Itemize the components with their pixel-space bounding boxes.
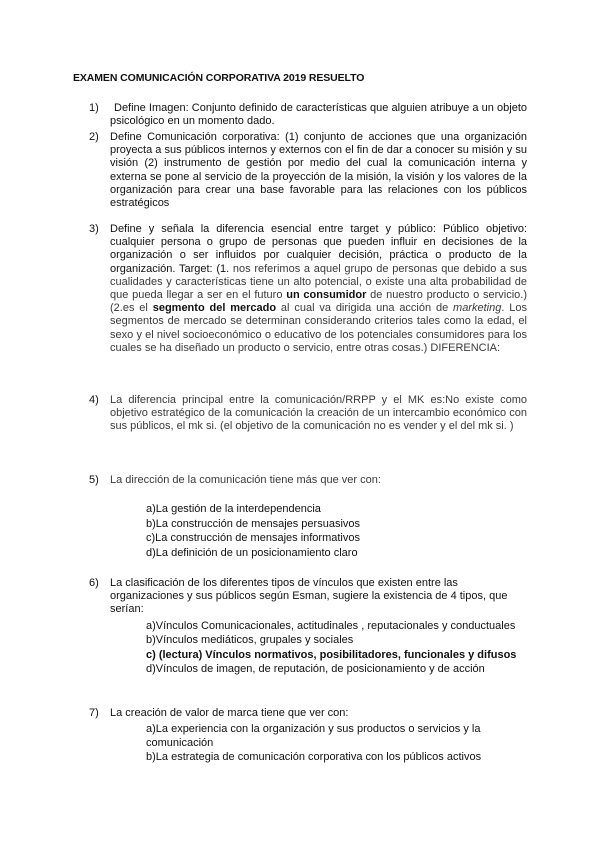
question-3-italic-marketing: marketing	[453, 302, 502, 315]
question-5-option-d: d)La definición de un posicionamiento claro	[146, 547, 358, 559]
question-6-option-b: b)Vínculos mediáticos, grupales y sociales	[146, 634, 354, 646]
question-number: 6)	[89, 577, 99, 589]
question-5-text: La dirección de la comunicación tiene más que ver con:	[110, 474, 381, 486]
question-6-text: La clasificación de los diferentes tipos de vínculos que existen entre las organizaciones y sus públicos según Esman, sugiere la existencia de 4 tipos, que serían:	[110, 577, 508, 616]
question-7-option-b: b)La estrategia de comunicación corporativa con los públicos activos	[146, 751, 482, 763]
question-6-option-c: c) (lectura) Vínculos normativos, posibilitadores, funcionales y difusos	[146, 649, 517, 661]
question-5-option-a: a)La gestión de la interdependencia	[146, 503, 321, 515]
question-6-option-d: d)Vínculos de imagen, de reputación, de posicionamiento y de acción	[146, 663, 485, 675]
question-number: 7)	[89, 707, 99, 719]
question-3-bold-consumer: un consumidor	[286, 289, 367, 302]
question-7-text: La creación de valor de marca tiene que ver con:	[110, 707, 349, 719]
question-number: 3)	[89, 223, 99, 235]
question-3-bold-segment: segmento del mercado	[152, 302, 277, 315]
question-7-option-a: a)La experiencia con la organización y sus productos o servicios y la comunicación	[146, 723, 481, 749]
question-number: 4)	[89, 394, 99, 406]
question-2-text: Define Comunicación corporativa: (1) conjunto de acciones que una organización proyecta a sus públicos internos y externos con el fin de dar a conocer su misión y su visión (2) instrumento de gestión por medio del cual la comunicación interna y externa se pone al servicio de la proyección de la misión, la visión y los valores de la organización para crear una base favorable para las relaciones con los públicos estratégicos	[110, 131, 527, 210]
question-5-option-c: c)La construcción de mensajes informativos	[146, 532, 360, 544]
question-3-part4: al cual va dirigida una acción de	[276, 302, 454, 315]
question-number: 1)	[89, 102, 99, 114]
question-3-text	[110, 223, 527, 355]
question-number: 5)	[89, 474, 99, 486]
question-3-part2: nos referimos a aquel grupo de personas que debido a sus cualidades y características tiene un alto potencial, o existe una alta probabilidad de que pueda llegar a ser en el futuro	[110, 262, 528, 302]
question-3-part5: . Los segmentos de mercado se determinan considerando criterios tales como la edad, el sexo y el nivel socioeconómico o educativo de los potenciales consumidores para los cuales se ha diseñado un producto o servicio, entre otras cosas.) DIFERENCIA:	[110, 302, 527, 354]
question-number: 2)	[89, 131, 99, 143]
question-3-part3: de nuestro producto o servicio.) (2.es el	[110, 289, 528, 315]
question-5-option-b: b)La construcción de mensajes persuasivos	[146, 518, 361, 530]
question-3-part1: Define y señala la diferencia esencial entre target y público: Público objetivo: cualquier persona o grupo de personas que pueden influir en decisiones de la organización o ser influidos por cualquier decisión, práctica o producto de la organización. Target: (1.	[110, 223, 527, 275]
question-6-option-a: a)Vínculos Comunicacionales, actitudinales , reputacionales y conductuales	[146, 620, 516, 632]
document-title: EXAMEN COMUNICACIÓN CORPORATIVA 2019 RESUELTO	[73, 72, 365, 84]
question-1-text: Define Imagen: Conjunto definido de características que alguien atribuye a un objeto psicológico en un momento dado.	[110, 102, 527, 128]
question-4-text: La diferencia principal entre la comunicación/RRPP y el MK es:No existe como objetivo estratégico de la comunicación la creación de un intercambio económico con sus públicos, el mk si. (el objetivo de la comunicación no es vender y el del mk si. )	[110, 394, 527, 433]
